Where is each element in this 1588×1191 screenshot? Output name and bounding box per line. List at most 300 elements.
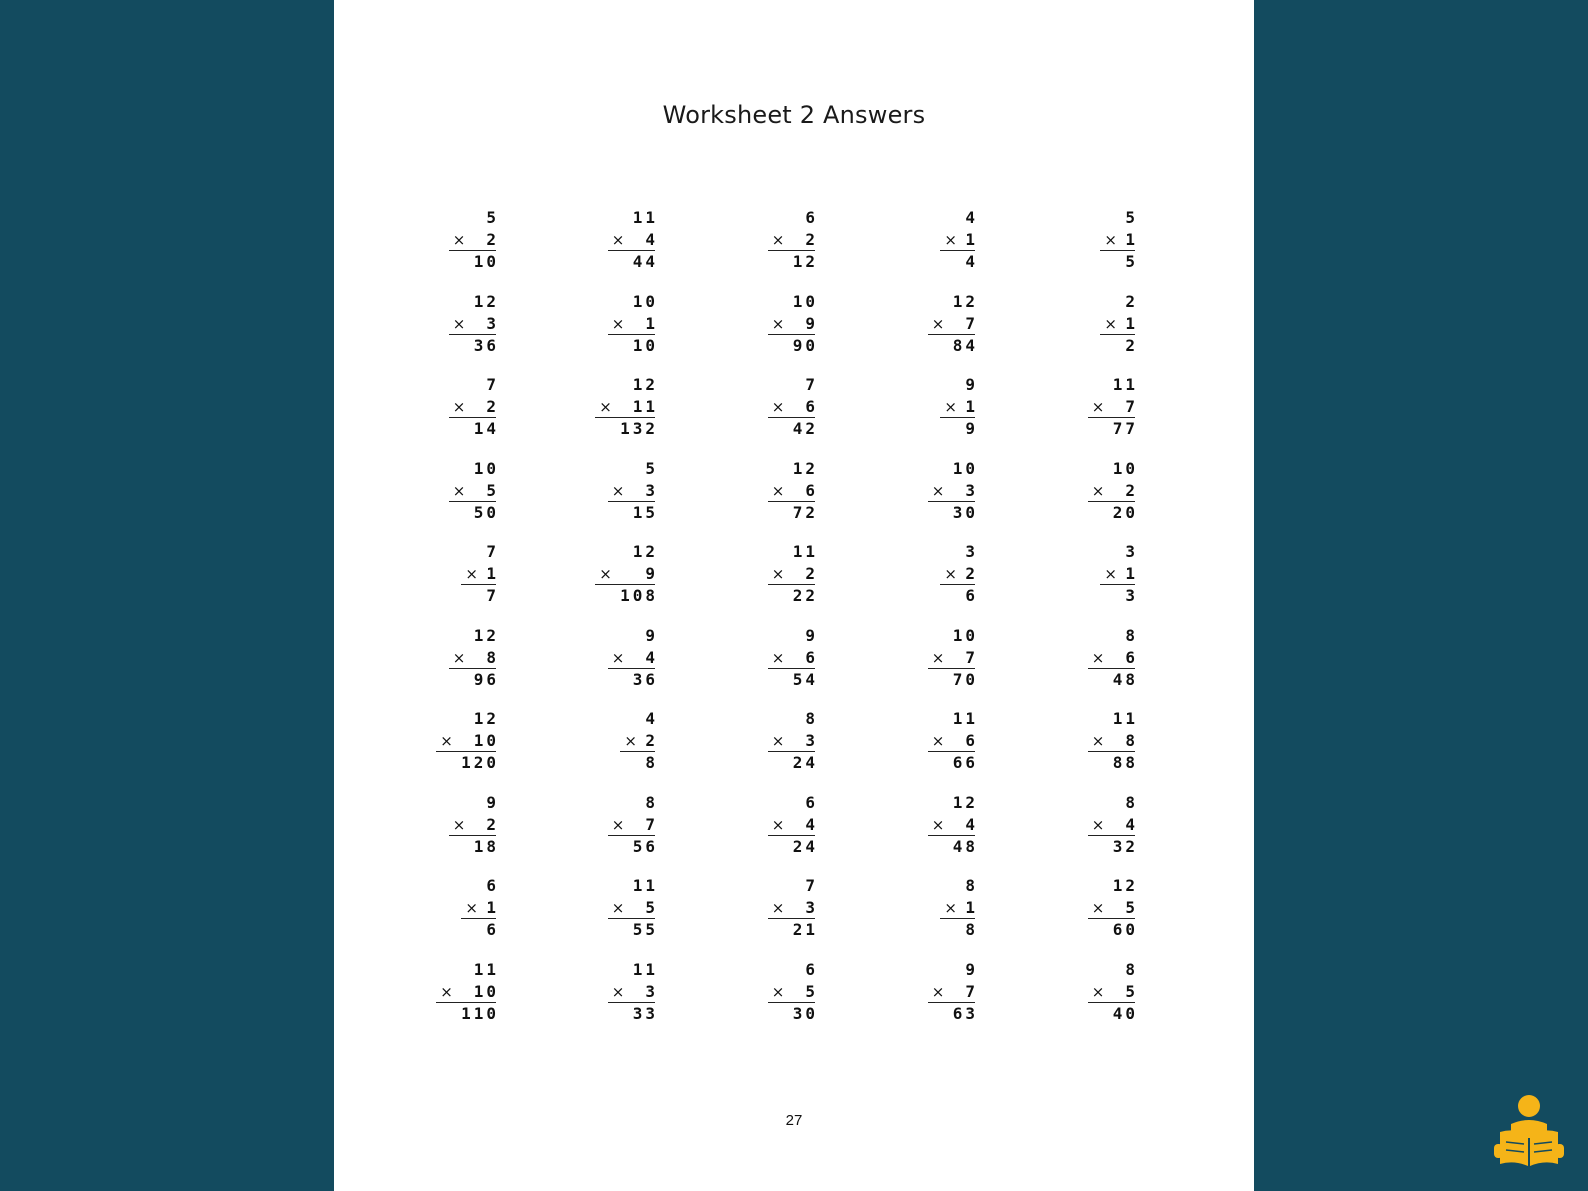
multiplier-row (607, 897, 658, 919)
multiplier-row (448, 229, 499, 251)
multiplicand: 11 (473, 959, 499, 979)
multiply-sign: × (771, 481, 785, 500)
multiplicand: 10 (473, 458, 499, 478)
multiplier: 3 (645, 480, 658, 500)
multiplier: 2 (645, 731, 658, 750)
multiplier-row (607, 480, 658, 502)
multiplier: 6 (805, 647, 818, 667)
multiplication-problem (767, 959, 818, 1025)
multiplicand: 3 (1125, 542, 1138, 561)
multiply-sign: × (1104, 314, 1117, 333)
multiplier: 7 (965, 981, 978, 1001)
multiplier-row (1087, 647, 1138, 669)
multiplier: 3 (805, 898, 818, 917)
multiplicand: 11 (1112, 709, 1138, 728)
multiplier: 6 (805, 397, 818, 416)
multiplier: 7 (965, 647, 978, 667)
product-answer: 36 (632, 669, 658, 689)
multiplication-problem (927, 207, 978, 273)
multiplier: 7 (965, 313, 978, 333)
multiplication-problem (607, 458, 658, 524)
product-answer: 96 (473, 669, 499, 689)
product-answer: 2 (1125, 335, 1138, 355)
multiplier: 1 (1125, 564, 1138, 583)
multiplier-row (927, 897, 978, 919)
multiplier: 5 (486, 480, 499, 500)
multiplier-row (1087, 563, 1138, 585)
multiplier-row (927, 313, 978, 335)
multiplication-problem (1087, 792, 1138, 858)
problem-grid (334, 0, 1254, 1191)
product-answer: 66 (952, 753, 978, 772)
multiplicand: 12 (1112, 876, 1138, 895)
multiplier: 3 (965, 480, 978, 500)
multiply-sign: × (931, 481, 945, 500)
product-answer: 5 (1125, 252, 1138, 271)
multiplicand: 11 (632, 959, 658, 979)
product-answer: 30 (792, 1003, 818, 1023)
multiplier-row (448, 814, 499, 836)
multiplication-problem (440, 959, 499, 1025)
multiplication-problem (767, 875, 818, 941)
multiplication-problem (448, 291, 499, 357)
multiplicand: 11 (1112, 375, 1138, 394)
multiplier: 5 (1125, 981, 1138, 1001)
multiplication-problem (607, 959, 658, 1025)
multiplier-row (927, 814, 978, 836)
product-answer: 54 (792, 669, 818, 689)
product-answer: 22 (792, 586, 818, 605)
product-answer: 48 (952, 836, 978, 856)
multiplication-problem (767, 291, 818, 357)
multiplicand: 6 (805, 792, 818, 812)
multiplier: 2 (486, 397, 499, 416)
multiplier: 2 (805, 564, 818, 583)
multiplication-problem (1087, 207, 1138, 273)
multiplication-problem (927, 959, 978, 1025)
multiplicand: 12 (632, 375, 658, 394)
multiply-sign: × (452, 398, 466, 416)
multiplier: 1 (645, 313, 658, 333)
multiply-sign: × (465, 565, 478, 583)
multiplier-row (607, 313, 658, 335)
multiply-sign: × (944, 231, 957, 249)
multiply-sign: × (465, 899, 478, 917)
multiplier-row (767, 730, 818, 752)
product-answer: 7 (486, 586, 499, 605)
multiplication-problem (927, 875, 978, 941)
multiplier: 8 (1125, 731, 1138, 750)
multiplication-problem (1087, 625, 1138, 691)
multiplication-problem (1087, 875, 1138, 941)
multiplication-problem (1087, 959, 1138, 1025)
multiplication-problem (1087, 708, 1138, 774)
multiply-sign: × (611, 231, 625, 249)
multiplicand: 8 (1125, 625, 1138, 645)
multiplicand: 9 (486, 792, 499, 812)
multiply-sign: × (611, 481, 625, 500)
multiplier: 2 (1125, 480, 1138, 500)
product-answer: 60 (1112, 920, 1138, 939)
multiplier: 3 (805, 731, 818, 750)
product-answer: 70 (952, 669, 978, 689)
multiply-sign: × (1091, 815, 1105, 834)
multiply-sign: × (771, 314, 785, 333)
multiplier-row (448, 480, 499, 502)
multiplication-problem (607, 875, 658, 941)
multiplier-row (767, 647, 818, 669)
multiplier-row (927, 396, 978, 418)
multiply-sign: × (624, 732, 637, 750)
multiplication-problem (448, 792, 499, 858)
multiplication-problem (927, 458, 978, 524)
multiplicand: 7 (805, 375, 818, 394)
multiplication-problem (607, 792, 658, 858)
product-answer: 8 (965, 920, 978, 939)
multiplier-row (1087, 814, 1138, 836)
multiplier: 1 (1125, 230, 1138, 249)
multiplier-row (1087, 897, 1138, 919)
multiply-sign: × (452, 314, 466, 333)
multiplier-row (767, 480, 818, 502)
multiplier-row (607, 981, 658, 1003)
multiplication-problem (767, 708, 818, 774)
multiply-sign: × (1091, 982, 1105, 1001)
multiply-sign: × (931, 982, 945, 1001)
product-answer: 18 (473, 836, 499, 856)
multiplier-row (767, 897, 818, 919)
multiply-sign: × (452, 815, 466, 834)
product-answer: 15 (632, 502, 658, 522)
multiplicand: 10 (952, 458, 978, 478)
multiply-sign: × (771, 398, 785, 416)
multiplicand: 4 (645, 709, 658, 728)
multiply-sign: × (931, 815, 945, 834)
multiply-sign: × (771, 899, 785, 917)
multiply-sign: × (944, 565, 957, 583)
multiplier-row (927, 480, 978, 502)
multiplication-problem (927, 374, 978, 440)
multiply-sign: × (1104, 565, 1117, 583)
multiplicand: 12 (473, 709, 499, 728)
product-answer: 50 (473, 502, 499, 522)
multiplication-problem (448, 625, 499, 691)
multiplicand: 12 (952, 792, 978, 812)
product-answer: 77 (1112, 419, 1138, 438)
multiplier: 9 (805, 313, 818, 333)
multiplier: 1 (486, 898, 499, 917)
multiplication-problem (767, 792, 818, 858)
multiplication-problem (607, 291, 658, 357)
product-answer: 6 (965, 586, 978, 605)
multiplier-row (448, 313, 499, 335)
product-answer: 40 (1112, 1003, 1138, 1023)
multiply-sign: × (1091, 398, 1105, 416)
multiplicand: 9 (965, 375, 978, 394)
product-answer: 32 (1112, 836, 1138, 856)
multiplier: 4 (965, 814, 978, 834)
multiplication-problem (448, 458, 499, 524)
multiply-sign: × (1091, 899, 1105, 917)
multiplier: 3 (486, 313, 499, 333)
multiplier-row (1087, 730, 1138, 752)
multiplier-row (927, 647, 978, 669)
multiplication-problem (767, 374, 818, 440)
multiplicand: 11 (792, 542, 818, 561)
multiplicand: 9 (645, 625, 658, 645)
product-answer: 36 (473, 335, 499, 355)
multiply-sign: × (611, 899, 625, 917)
multiplicand: 6 (805, 959, 818, 979)
multiplicand: 9 (805, 625, 818, 645)
multiplication-problem (599, 374, 658, 440)
multiplicand: 12 (952, 291, 978, 311)
reading-person-icon (1494, 1094, 1564, 1170)
product-answer: 44 (632, 252, 658, 271)
multiplier-row (767, 563, 818, 585)
multiplicand: 6 (486, 876, 499, 895)
product-answer: 90 (792, 335, 818, 355)
multiplier-row (607, 730, 658, 752)
multiplicand: 5 (486, 208, 499, 227)
multiplication-problem (927, 625, 978, 691)
multiplier: 2 (486, 230, 499, 249)
multiplier-row (927, 229, 978, 251)
multiply-sign: × (611, 982, 625, 1001)
page-number: 27 (785, 1112, 803, 1129)
multiply-sign: × (611, 314, 625, 333)
multiplicand: 2 (1125, 291, 1138, 311)
multiplier: 2 (805, 230, 818, 249)
multiply-sign: × (944, 899, 957, 917)
multiplication-problem (448, 875, 499, 941)
product-answer: 33 (632, 1003, 658, 1023)
multiplier-row (440, 981, 499, 1003)
product-answer: 8 (645, 753, 658, 772)
multiplicand: 7 (486, 375, 499, 394)
multiplication-problem (1087, 541, 1138, 607)
product-answer: 30 (952, 502, 978, 522)
multiplier-row (448, 897, 499, 919)
product-answer: 24 (792, 753, 818, 772)
multiply-sign: × (771, 231, 785, 249)
multiplicand: 11 (632, 876, 658, 895)
multiply-sign: × (931, 314, 945, 333)
multiplicand: 10 (1112, 458, 1138, 478)
product-answer: 88 (1112, 753, 1138, 772)
multiplication-problem (1087, 458, 1138, 524)
multiplication-problem (767, 541, 818, 607)
multiplicand: 12 (792, 458, 818, 478)
product-answer: 14 (473, 419, 499, 438)
multiplicand: 6 (805, 208, 818, 227)
multiplicand: 8 (805, 709, 818, 728)
multiplication-problem (607, 207, 658, 273)
multiplicand: 8 (1125, 792, 1138, 812)
product-answer: 21 (792, 920, 818, 939)
multiplication-problem (607, 625, 658, 691)
multiplication-problem (448, 207, 499, 273)
multiplier-row (1087, 229, 1138, 251)
multiplier: 8 (486, 647, 499, 667)
multiply-sign: × (599, 398, 612, 416)
multiply-sign: × (1091, 648, 1105, 667)
multiplier: 5 (645, 898, 658, 917)
multiplication-problem (767, 207, 818, 273)
multiplier: 7 (1125, 397, 1138, 416)
multiply-sign: × (440, 982, 453, 1001)
multiplication-problem (607, 708, 658, 774)
multiplier: 7 (645, 814, 658, 834)
multiplier: 1 (1125, 313, 1138, 333)
multiplicand: 11 (952, 709, 978, 728)
multiply-sign: × (611, 648, 625, 667)
multiply-sign: × (1091, 732, 1105, 750)
multiplier-row (1087, 480, 1138, 502)
multiplication-problem (927, 541, 978, 607)
multiplier: 4 (645, 647, 658, 667)
multiply-sign: × (771, 732, 785, 750)
page-title: Worksheet 2 Answers (662, 101, 926, 129)
product-answer: 10 (473, 252, 499, 271)
product-answer: 84 (952, 335, 978, 355)
multiply-sign: × (771, 565, 785, 583)
multiplier-row (767, 396, 818, 418)
multiplier-row (927, 563, 978, 585)
multiplicand: 12 (473, 625, 499, 645)
multiplicand: 8 (1125, 959, 1138, 979)
multiplier-row (607, 814, 658, 836)
multiplier: 1 (486, 564, 499, 583)
multiplier: 2 (965, 564, 978, 583)
multiplication-problem (1087, 291, 1138, 357)
product-answer: 72 (792, 502, 818, 522)
multiplier: 5 (1125, 898, 1138, 917)
multiplicand: 9 (965, 959, 978, 979)
multiplicand: 7 (486, 542, 499, 561)
multiplier-row (927, 730, 978, 752)
multiplier: 10 (473, 731, 499, 750)
multiplication-problem (767, 625, 818, 691)
multiplier: 4 (645, 230, 658, 249)
multiplier: 6 (805, 480, 818, 500)
multiply-sign: × (931, 648, 945, 667)
multiplier: 10 (473, 981, 499, 1001)
product-answer: 4 (965, 252, 978, 271)
multiplier: 11 (632, 397, 658, 416)
multiplicand: 5 (645, 458, 658, 478)
multiplier-row (767, 981, 818, 1003)
multiplicand: 8 (965, 876, 978, 895)
product-answer: 110 (461, 1003, 499, 1023)
multiplier-row (599, 396, 658, 418)
product-answer: 132 (620, 419, 658, 438)
product-answer: 10 (632, 335, 658, 355)
product-answer: 63 (952, 1003, 978, 1023)
multiplier-row (1087, 396, 1138, 418)
multiplier-row (607, 647, 658, 669)
product-answer: 108 (620, 586, 658, 605)
multiplicand: 10 (952, 625, 978, 645)
multiply-sign: × (1104, 231, 1117, 249)
multiplier: 4 (1125, 814, 1138, 834)
multiplier-row (927, 981, 978, 1003)
multiplicand: 12 (473, 291, 499, 311)
multiplier: 9 (645, 564, 658, 583)
multiplier-row (599, 563, 658, 585)
multiplier: 5 (805, 981, 818, 1001)
multiplier: 1 (965, 397, 978, 416)
product-answer: 9 (965, 419, 978, 438)
multiplication-problem (1087, 374, 1138, 440)
multiplicand: 11 (632, 208, 658, 227)
multiplier-row (448, 396, 499, 418)
multiplication-problem (767, 458, 818, 524)
multiplicand: 3 (965, 542, 978, 561)
multiplicand: 5 (1125, 208, 1138, 227)
product-answer: 48 (1112, 669, 1138, 689)
product-answer: 24 (792, 836, 818, 856)
multiplication-problem (599, 541, 658, 607)
multiplicand: 7 (805, 876, 818, 895)
multiplication-problem (448, 374, 499, 440)
multiplicand: 10 (792, 291, 818, 311)
multiply-sign: × (771, 815, 785, 834)
multiplier: 1 (965, 898, 978, 917)
multiplier: 3 (645, 981, 658, 1001)
multiplier-row (448, 563, 499, 585)
multiply-sign: × (931, 732, 945, 750)
multiplication-problem (927, 708, 978, 774)
multiply-sign: × (771, 648, 785, 667)
multiplicand: 12 (632, 542, 658, 561)
multiplication-problem (440, 708, 499, 774)
multiplication-problem (448, 541, 499, 607)
multiplication-problem (927, 792, 978, 858)
multiplicand: 10 (632, 291, 658, 311)
worksheet-page (334, 0, 1254, 1191)
multiplier-row (607, 229, 658, 251)
multiplier-row (1087, 313, 1138, 335)
multiply-sign: × (611, 815, 625, 834)
multiply-sign: × (599, 565, 612, 583)
multiplier-row (440, 730, 499, 752)
product-answer: 20 (1112, 502, 1138, 522)
multiplier: 2 (486, 814, 499, 834)
multiply-sign: × (452, 481, 466, 500)
multiply-sign: × (452, 231, 466, 249)
multiply-sign: × (1091, 481, 1105, 500)
multiplier: 6 (965, 731, 978, 750)
multiply-sign: × (440, 732, 453, 750)
multiplier-row (448, 647, 499, 669)
multiplier: 4 (805, 814, 818, 834)
multiply-sign: × (452, 648, 466, 667)
product-answer: 6 (486, 920, 499, 939)
product-answer: 120 (461, 753, 499, 772)
multiplier-row (767, 313, 818, 335)
multiply-sign: × (771, 982, 785, 1001)
multiplier-row (767, 229, 818, 251)
product-answer: 55 (632, 920, 658, 939)
multiplier-row (767, 814, 818, 836)
multiplier: 1 (965, 230, 978, 249)
product-answer: 12 (792, 252, 818, 271)
multiplicand: 4 (965, 208, 978, 227)
multiplication-problem (927, 291, 978, 357)
multiplier: 6 (1125, 647, 1138, 667)
multiply-sign: × (944, 398, 957, 416)
